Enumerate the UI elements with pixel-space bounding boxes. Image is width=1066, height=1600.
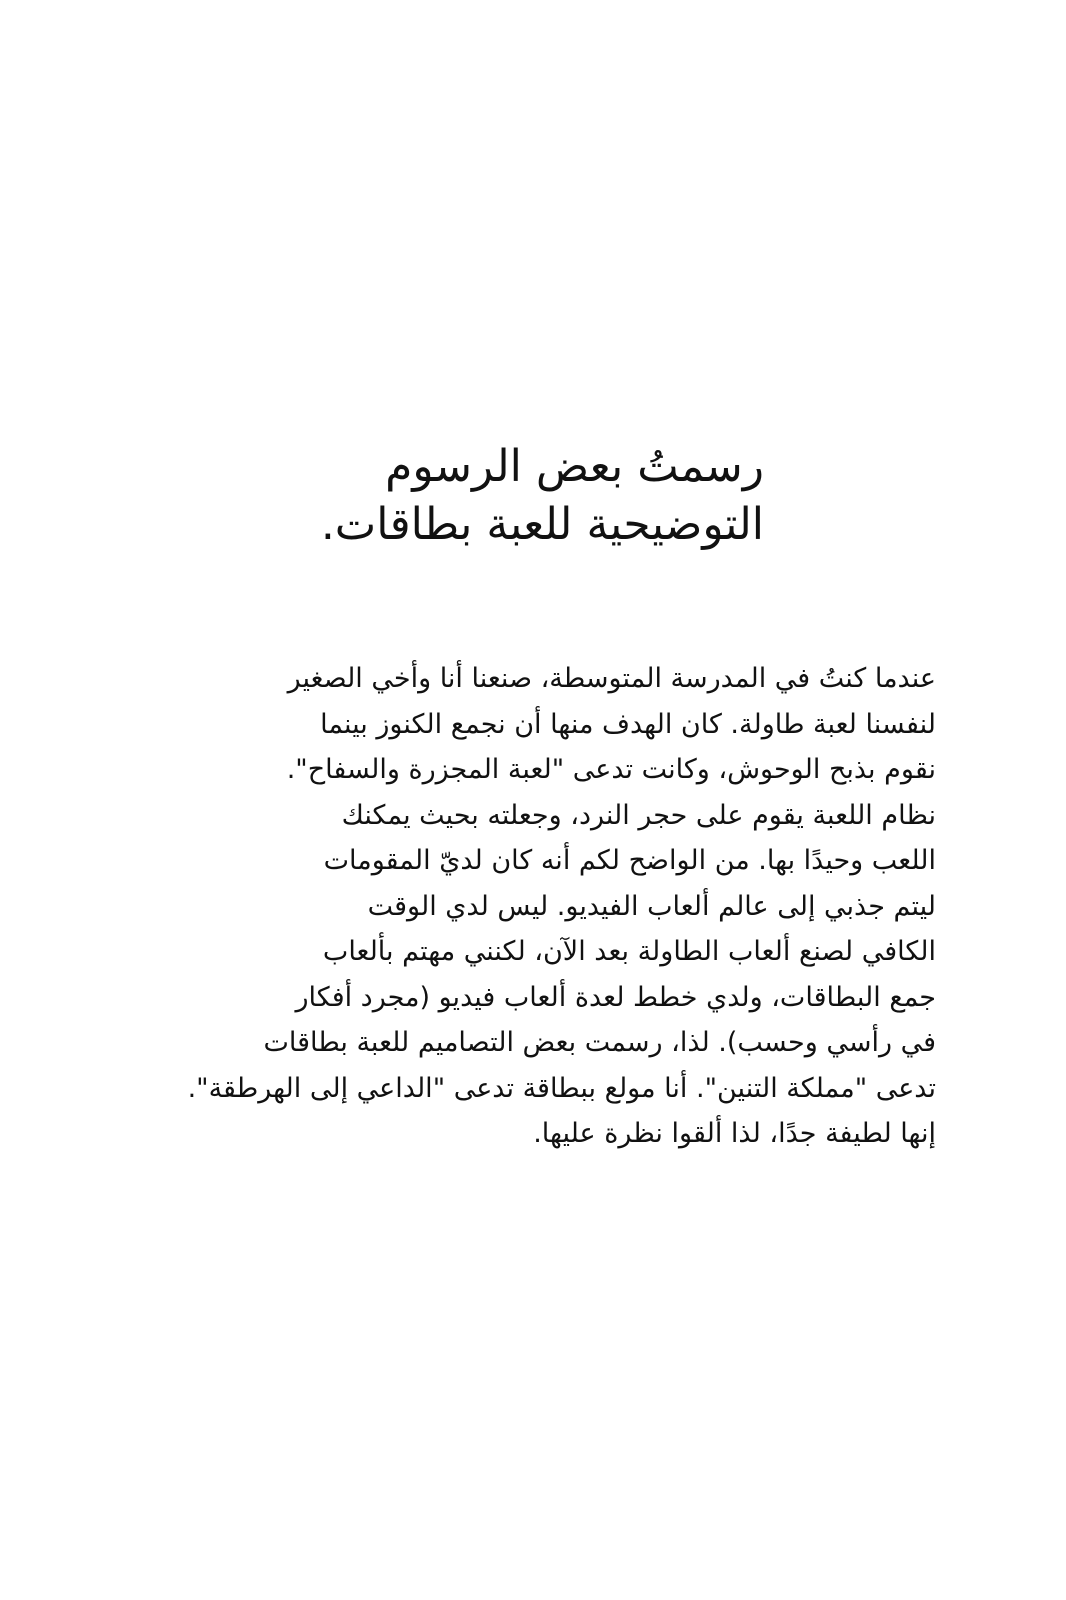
paragraph-line-9: في رأسي وحسب). لذا، رسمت بعض التصاميم للعبة بطاقات <box>263 1027 936 1058</box>
body-paragraph <box>100 656 936 1157</box>
page-heading <box>200 438 764 554</box>
paragraph-line-6: ليتم جذبي إلى عالم ألعاب الفيديو. ليس لدي الوقت <box>367 890 936 922</box>
paragraph-line-11: إنها لطيفة جدًا، لذا ألقوا نظرة عليها. <box>533 1118 936 1149</box>
paragraph-line-1: عندما كنتُ في المدرسة المتوسطة، صنعنا أنا وأخي الصغير <box>287 663 936 694</box>
heading-line-1: رسمتُ بعض الرسوم <box>385 441 764 492</box>
paragraph-line-2: لنفسنا لعبة طاولة. كان الهدف منها أن نجمع الكنوز بينما <box>320 708 936 740</box>
heading-line-2: التوضيحية للعبة بطاقات. <box>320 499 764 550</box>
paragraph-line-7: الكافي لصنع ألعاب الطاولة بعد الآن، لكنني مهتم بألعاب <box>322 936 936 967</box>
paragraph-line-5: اللعب وحيدًا بها. من الواضح لكم أنه كان لديّ المقومات <box>323 845 936 876</box>
paragraph-line-4: نظام اللعبة يقوم على حجر النرد، وجعلته بحيث يمكنك <box>341 799 936 831</box>
paragraph-line-3: نقوم بذبح الوحوش، وكانت تدعى "لعبة المجزرة والسفاح". <box>286 754 936 785</box>
paragraph-line-8: جمع البطاقات، ولدي خطط لعدة ألعاب فيديو (مجرد أفكار <box>295 981 936 1013</box>
paragraph-line-10: تدعى "مملكة التنين". أنا مولع ببطاقة تدعى "الداعي إلى الهرطقة". <box>187 1072 936 1104</box>
